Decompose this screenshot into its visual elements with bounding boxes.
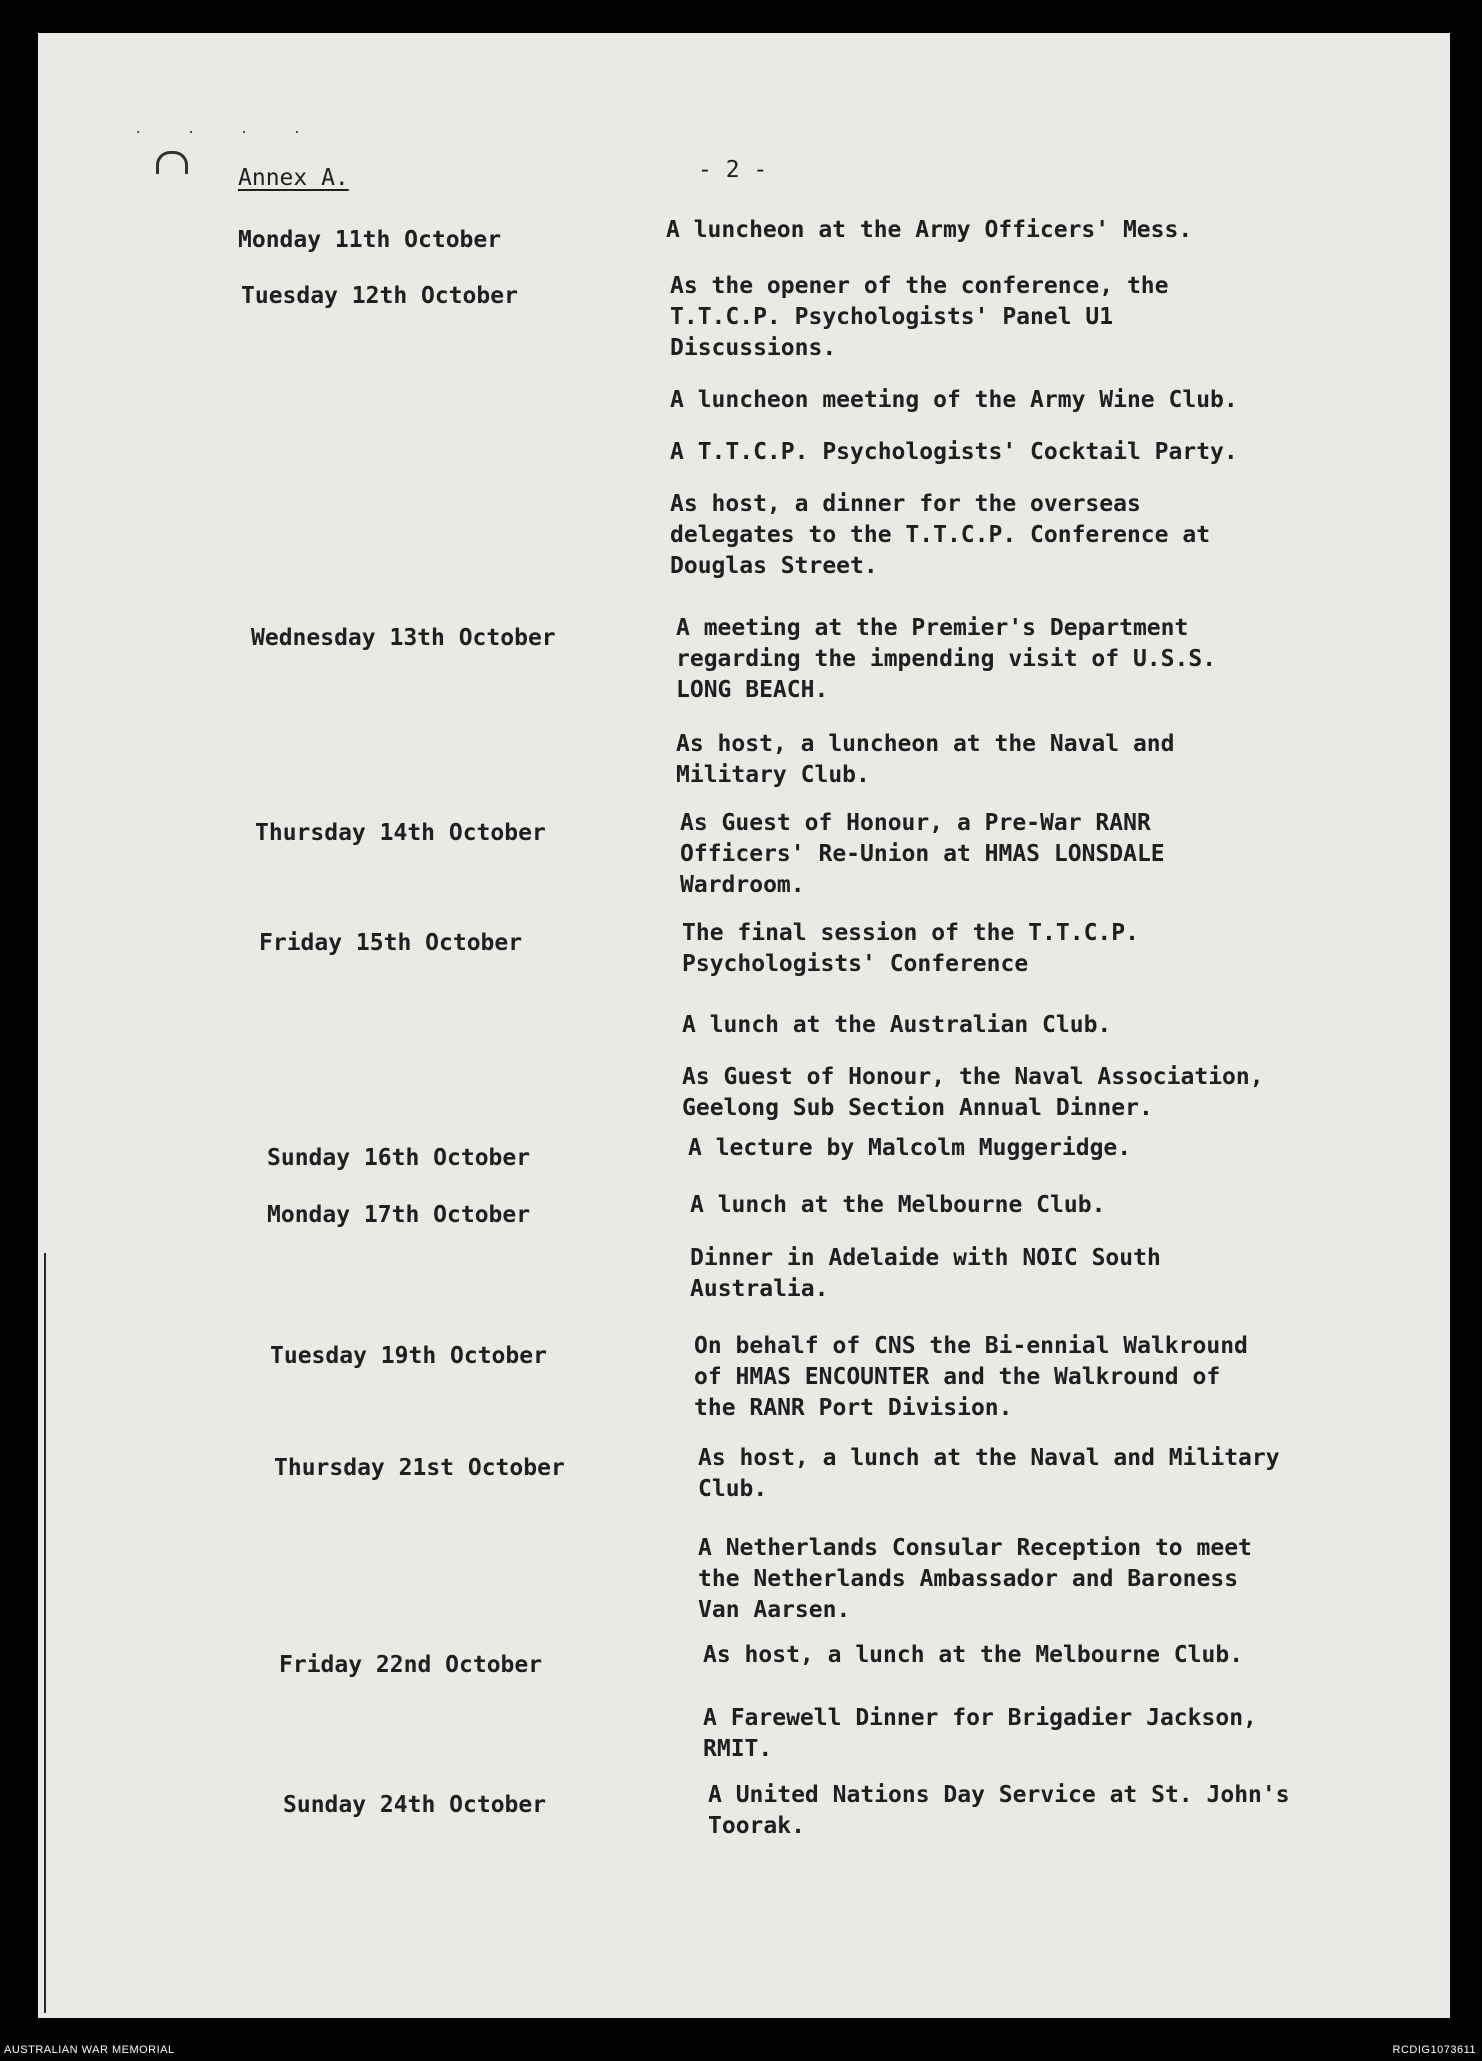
- schedule-event: [690, 1243, 1161, 1305]
- event-line: A lunch at the Australian Club.: [682, 1012, 1112, 1038]
- event-line: LONG BEACH.: [676, 677, 829, 703]
- event-line: On behalf of CNS the Bi-ennial Walkround: [694, 1333, 1248, 1359]
- event-line: A United Nations Day Service at St. John's: [708, 1782, 1290, 1808]
- event-line: Officers' Re-Union at HMAS LONSDALE: [680, 841, 1165, 867]
- schedule-date: Sunday 24th October: [283, 1792, 547, 1818]
- event-line: A luncheon meeting of the Army Wine Club.: [670, 387, 1238, 413]
- event-line: Australia.: [690, 1276, 829, 1302]
- schedule-date: Tuesday 12th October: [241, 283, 518, 309]
- event-line: As host, a luncheon at the Naval and: [676, 731, 1175, 757]
- event-line: Dinner in Adelaide with NOIC South: [690, 1245, 1161, 1271]
- event-line: As host, a lunch at the Melbourne Club.: [703, 1642, 1244, 1668]
- event-line: A meeting at the Premier's Department: [676, 615, 1189, 641]
- schedule-event: [676, 729, 1175, 791]
- schedule-event: [708, 1780, 1290, 1842]
- event-line: A Farewell Dinner for Brigadier Jackson,: [703, 1705, 1257, 1731]
- event-line: A T.T.C.P. Psychologists' Cocktail Party.: [670, 439, 1238, 465]
- page-number: - 2 -: [698, 157, 768, 183]
- event-line: Wardroom.: [680, 872, 805, 898]
- event-line: A luncheon at the Army Officers' Mess.: [666, 217, 1193, 243]
- schedule-event: [670, 437, 1238, 468]
- event-line: Toorak.: [708, 1813, 805, 1839]
- event-line: A lunch at the Melbourne Club.: [690, 1192, 1106, 1218]
- schedule-event: [694, 1331, 1248, 1424]
- event-line: As host, a dinner for the overseas: [670, 491, 1141, 517]
- schedule-event: [670, 271, 1169, 364]
- event-line: As Guest of Honour, a Pre-War RANR: [680, 810, 1151, 836]
- event-line: As host, a lunch at the Naval and Military: [698, 1445, 1280, 1471]
- schedule-date: Thursday 14th October: [255, 820, 546, 846]
- schedule-event: [690, 1190, 1105, 1221]
- schedule-event: [680, 808, 1165, 901]
- event-line: Psychologists' Conference: [682, 951, 1029, 977]
- footer-record-id: RCDIG1073611: [1392, 2044, 1476, 2056]
- punch-marks: . . . .: [134, 121, 320, 137]
- schedule-date: Wednesday 13th October: [251, 625, 556, 651]
- event-line: Military Club.: [676, 762, 870, 788]
- schedule-event: [666, 215, 1192, 246]
- event-line: Geelong Sub Section Annual Dinner.: [682, 1095, 1153, 1121]
- schedule-event: [676, 613, 1216, 706]
- document-page: [38, 33, 1450, 2018]
- annex-heading: Annex A.: [238, 165, 349, 191]
- schedule-date: Friday 22nd October: [279, 1652, 543, 1678]
- event-line: delegates to the T.T.C.P. Conference at: [670, 522, 1211, 548]
- schedule-date: Tuesday 19th October: [270, 1343, 547, 1369]
- schedule-date: Monday 11th October: [238, 227, 502, 253]
- event-line: regarding the impending visit of U.S.S.: [676, 646, 1217, 672]
- event-line: Douglas Street.: [670, 553, 878, 579]
- margin-rule: [44, 1253, 46, 2013]
- schedule-date: Thursday 21st October: [274, 1455, 565, 1481]
- event-line: A lecture by Malcolm Muggeridge.: [688, 1135, 1132, 1161]
- schedule-event: [670, 385, 1238, 416]
- schedule-event: [703, 1640, 1243, 1671]
- schedule-event: [698, 1443, 1280, 1505]
- event-line: the RANR Port Division.: [694, 1395, 1013, 1421]
- event-line: The final session of the T.T.C.P.: [682, 920, 1139, 946]
- staple-mark-icon: [156, 151, 188, 174]
- schedule-date: Sunday 16th October: [267, 1145, 531, 1171]
- schedule-event: [682, 1010, 1111, 1041]
- event-line: the Netherlands Ambassador and Baroness: [698, 1566, 1239, 1592]
- event-line: A Netherlands Consular Reception to meet: [698, 1535, 1252, 1561]
- schedule-date: Monday 17th October: [267, 1202, 531, 1228]
- schedule-event: [688, 1133, 1131, 1164]
- event-line: RMIT.: [703, 1736, 773, 1762]
- footer-archive-name: AUSTRALIAN WAR MEMORIAL: [4, 2044, 175, 2056]
- schedule-event: [703, 1703, 1257, 1765]
- event-line: Van Aarsen.: [698, 1597, 851, 1623]
- schedule-event: [682, 1062, 1264, 1124]
- event-line: T.T.C.P. Psychologists' Panel U1: [670, 304, 1114, 330]
- schedule-event: [670, 489, 1210, 582]
- event-line: As Guest of Honour, the Naval Association,: [682, 1064, 1264, 1090]
- schedule-event: [698, 1533, 1252, 1626]
- event-line: Discussions.: [670, 335, 837, 361]
- event-line: Club.: [698, 1476, 768, 1502]
- event-line: As the opener of the conference, the: [670, 273, 1169, 299]
- schedule-date: Friday 15th October: [259, 930, 523, 956]
- event-line: of HMAS ENCOUNTER and the Walkround of: [694, 1364, 1221, 1390]
- schedule-event: [682, 918, 1139, 980]
